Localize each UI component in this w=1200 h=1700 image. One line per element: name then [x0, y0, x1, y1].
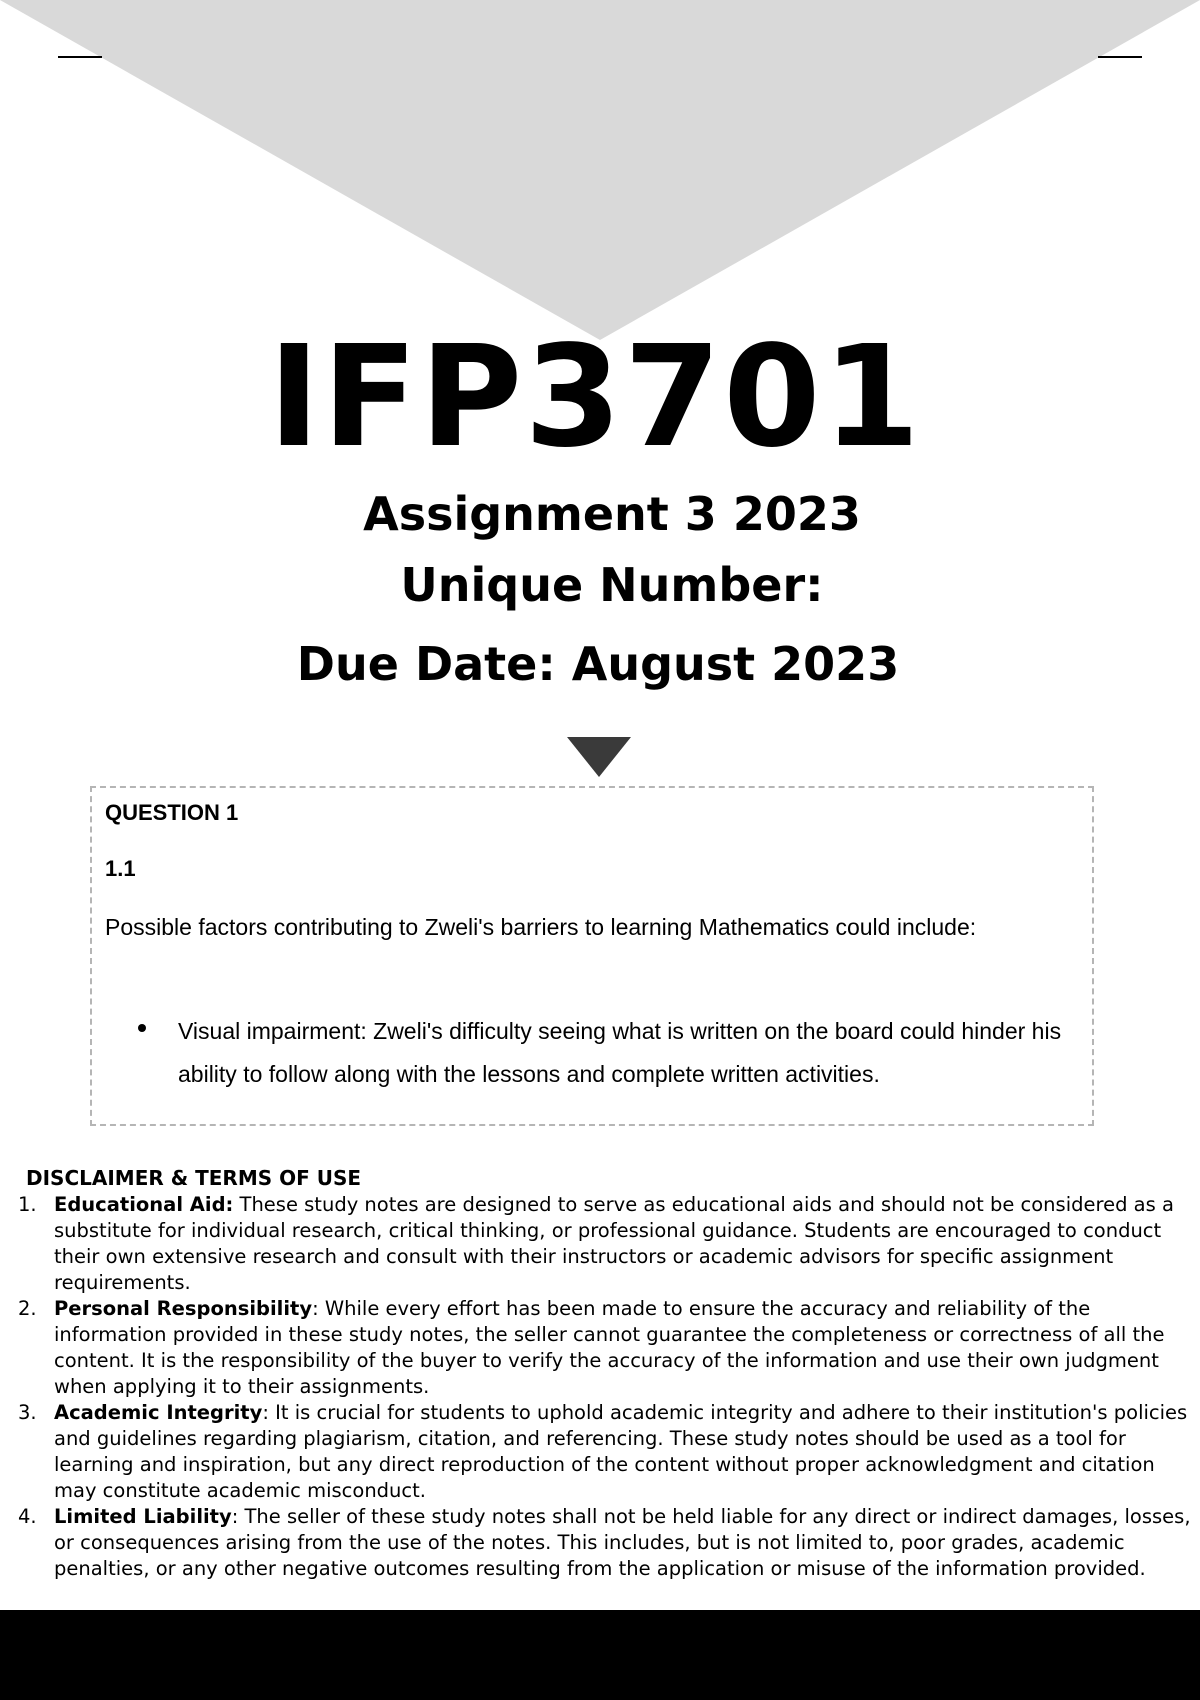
corner-line-right [1098, 56, 1142, 58]
question-bullet: Visual impairment: Zweli's difficulty seeing what is written on the board could hinder his ability to follow along with the lessons and complete written activities. [178, 1018, 1062, 1087]
bottom-bar [0, 1610, 1200, 1700]
disclaimer-item-text: : It is crucial for students to uphold academic integrity and adhere to their institution's policies and guidelines regarding plagiarism, citation, and referencing. These study notes should be used as a tool for learning and inspiration, but any direct reproduction of the content without proper acknowledgment and citation may constitute academic misconduct. [54, 1401, 1188, 1502]
header-chevron-graphic [0, 0, 1200, 340]
question-heading: QUESTION 1 [105, 800, 239, 825]
disclaimer-item-text: These study notes are designed to serve as educational aids and should not be considered as a substitute for individual research, critical thinking, or professional guidance. Students are encouraged to conduct their own extensive research and consult with their instructors or academic advisors for specific assignment requirements. [54, 1193, 1174, 1294]
disclaimer-list [14, 1192, 1194, 1582]
disclaimer-item-text: : The seller of these study notes shall not be held liable for any direct or indirect damages, losses, or consequences arising from the use of the notes. This includes, but is not limited to, poor grades, academic penalties, or any other negative outcomes resulting from the application or misuse of the information provided. [54, 1505, 1191, 1580]
disclaimer-item-lead: Limited Liability [54, 1505, 232, 1528]
question-intro: Possible factors contributing to Zweli's barriers to learning Mathematics could include: [105, 914, 977, 940]
disclaimer-item-lead: Educational Aid: [54, 1193, 234, 1216]
question-preview-box [90, 786, 1094, 1126]
disclaimer-item-text: : While every effort has been made to ensure the accuracy and reliability of the information provided in these study notes, the seller cannot guarantee the completeness or correctness of all the content. It is the responsibility of the buyer to verify the accuracy of the information and use their own judgment when applying it to their assignments. [54, 1297, 1165, 1398]
assignment-label: Assignment 3 2023 [363, 487, 861, 541]
disclaimer-item-number: 4. [18, 1505, 37, 1528]
disclaimer-item [14, 1296, 1194, 1400]
question-number: 1.1 [105, 856, 136, 881]
disclaimer-item-number: 2. [18, 1297, 37, 1320]
disclaimer-item [14, 1192, 1194, 1296]
down-arrow-icon [567, 737, 631, 777]
disclaimer-item-lead: Personal Responsibility [54, 1297, 313, 1320]
bullet-icon [138, 1024, 146, 1032]
course-code-title: IFP3701 [268, 316, 922, 479]
disclaimer-item-number: 1. [18, 1193, 37, 1216]
disclaimer-item [14, 1504, 1194, 1582]
disclaimer-title: DISCLAIMER & TERMS OF USE [26, 1166, 362, 1190]
unique-number-label: Unique Number: [400, 558, 824, 612]
due-date-label: Due Date: August 2023 [296, 637, 900, 691]
disclaimer-item [14, 1400, 1194, 1504]
disclaimer-item-number: 3. [18, 1401, 37, 1424]
corner-line-left [58, 56, 102, 58]
disclaimer-item-lead: Academic Integrity [54, 1401, 263, 1424]
